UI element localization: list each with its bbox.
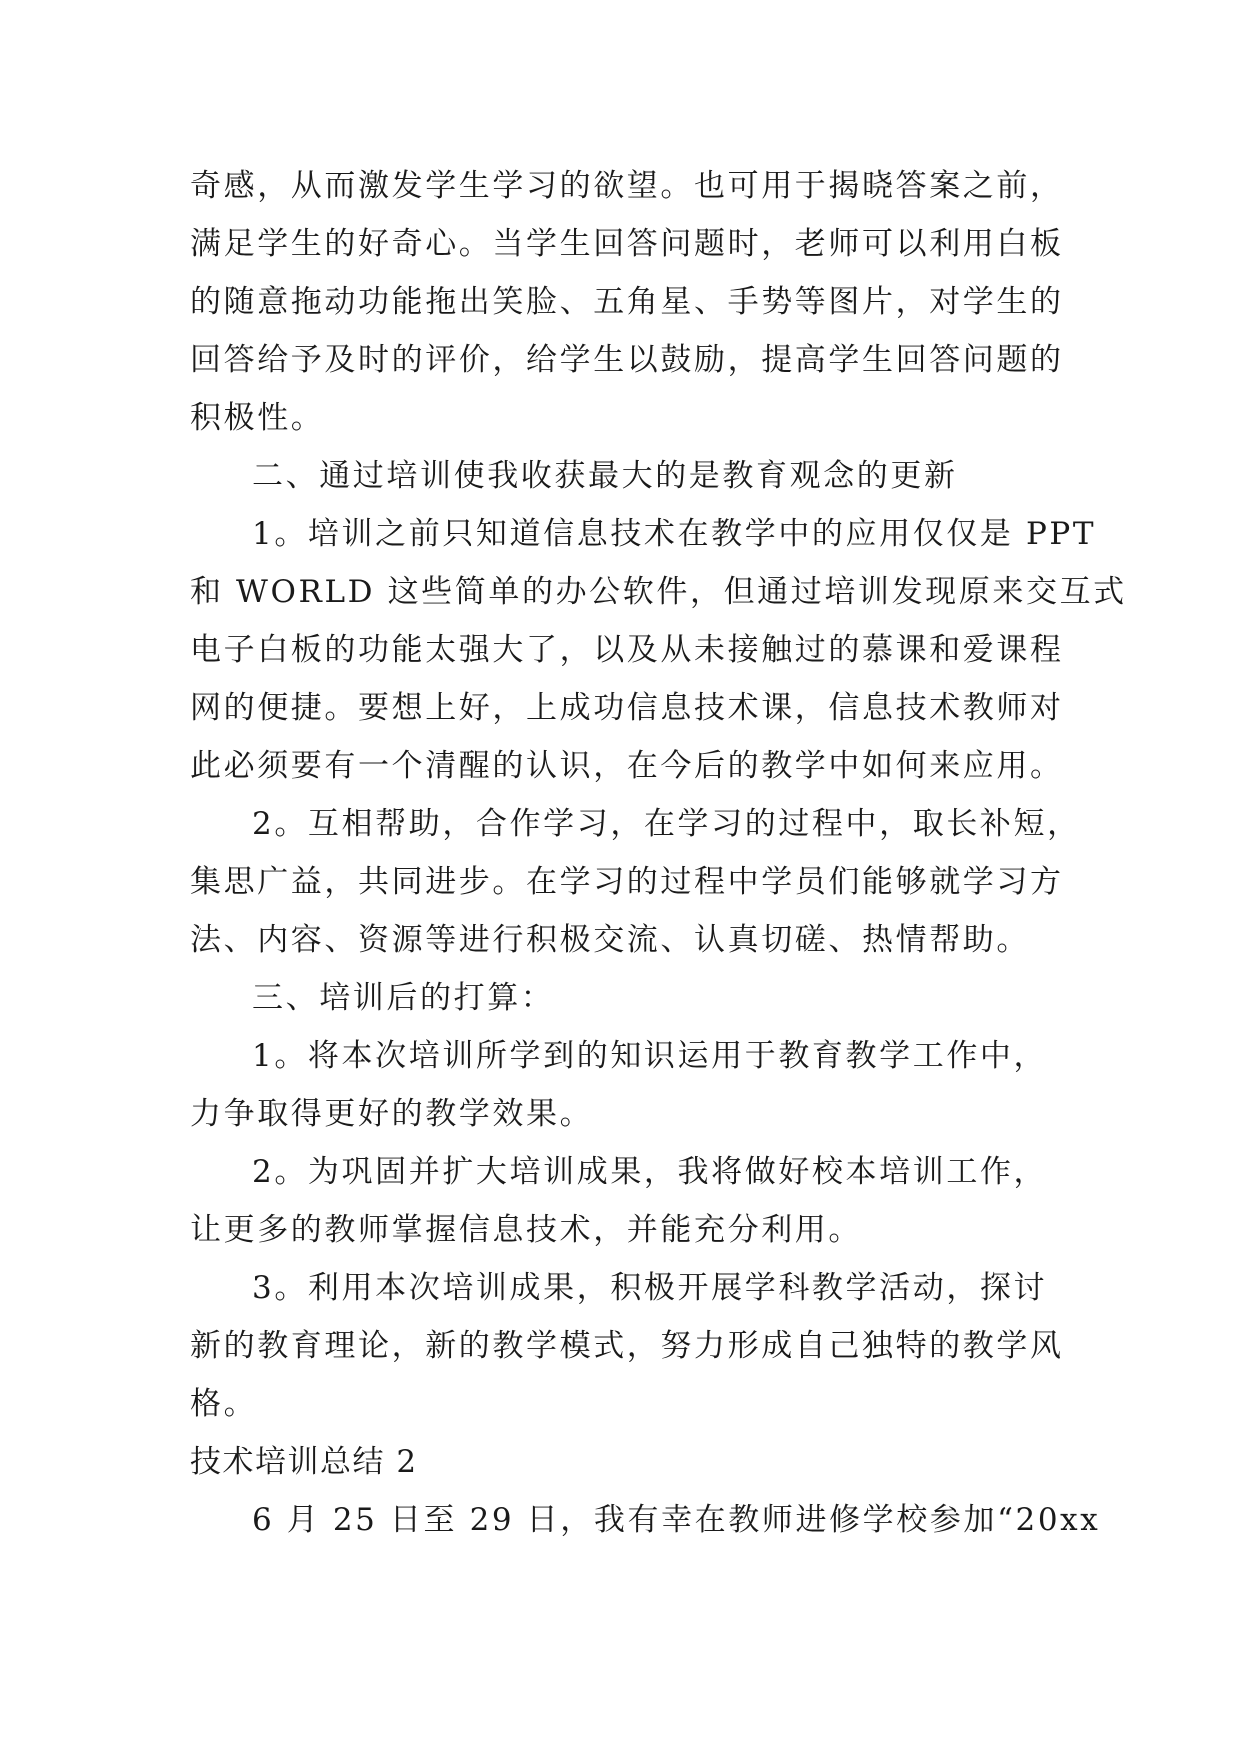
paragraph-line: 2。互相帮助，合作学习，在学习的过程中，取长补短， (252, 806, 1081, 842)
paragraph-line: 网的便捷。要想上好，上成功信息技术课，信息技术教师对 (190, 690, 1064, 726)
paragraph-line: 1。将本次培训所学到的知识运用于教育教学工作中， (252, 1038, 1048, 1074)
paragraph-line: 积极性。 (190, 400, 325, 436)
paragraph-line: 让更多的教师掌握信息技术，并能充分利用。 (190, 1212, 862, 1248)
paragraph-line: 格。 (190, 1386, 258, 1422)
document-title: 技术培训总结 2 (190, 1444, 418, 1480)
paragraph-line: 力争取得更好的教学效果。 (190, 1096, 594, 1132)
section-heading: 二、通过培训使我收获最大的是教育观念的更新 (252, 458, 958, 494)
paragraph-line: 法、内容、资源等进行积极交流、认真切磋、热情帮助。 (190, 922, 1030, 958)
paragraph-line: 电子白板的功能太强大了，以及从未接触过的慕课和爱课程 (190, 632, 1064, 668)
paragraph-line: 的随意拖动功能拖出笑脸、五角星、手势等图片，对学生的 (190, 284, 1064, 320)
paragraph-line: 满足学生的好奇心。当学生回答问题时，老师可以利用白板 (190, 226, 1064, 262)
paragraph-line: 奇感，从而激发学生学习的欲望。也可用于揭晓答案之前， (190, 168, 1064, 204)
section-heading: 三、培训后的打算： (252, 980, 555, 1016)
paragraph-line: 集思广益，共同进步。在学习的过程中学员们能够就学习方 (190, 864, 1064, 900)
paragraph-line: 和 WORLD 这些简单的办公软件，但通过培训发现原来交互式 (190, 574, 1127, 610)
paragraph-line: 3。利用本次培训成果，积极开展学科教学活动，探讨 (252, 1270, 1048, 1306)
paragraph-line: 此必须要有一个清醒的认识，在今后的教学中如何来应用。 (190, 748, 1064, 784)
paragraph-line: 6 月 25 日至 29 日，我有幸在教师进修学校参加“20xx (252, 1502, 1101, 1538)
paragraph-line: 1。培训之前只知道信息技术在教学中的应用仅仅是 PPT (252, 516, 1097, 552)
paragraph-line: 新的教育理论，新的教学模式，努力形成自己独特的教学风 (190, 1328, 1064, 1364)
paragraph-line: 回答给予及时的评价，给学生以鼓励，提高学生回答问题的 (190, 342, 1064, 378)
paragraph-line: 2。为巩固并扩大培训成果，我将做好校本培训工作， (252, 1154, 1048, 1190)
